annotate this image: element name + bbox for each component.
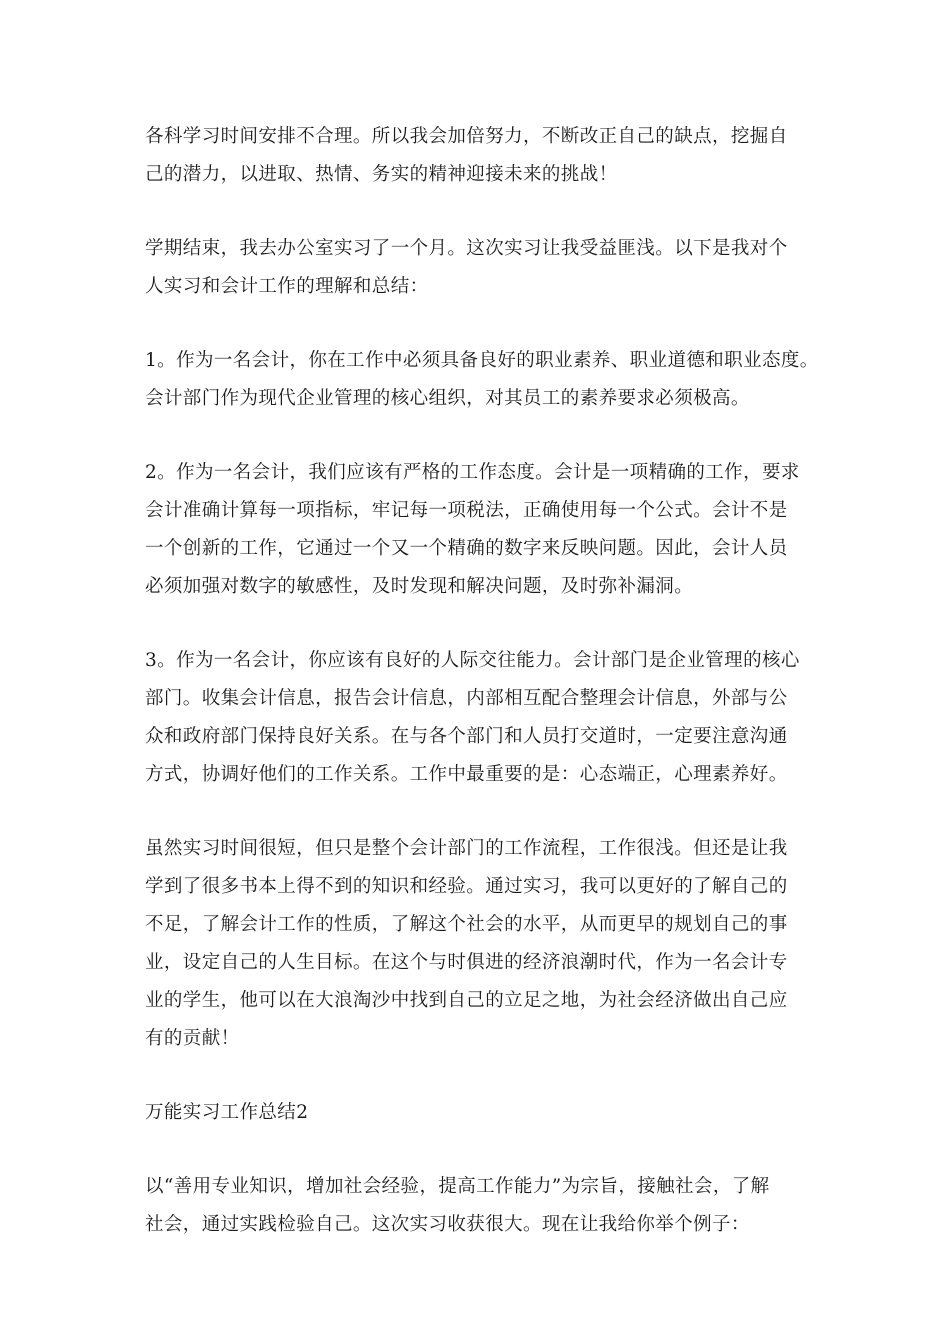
text-line: 会计部门作为现代企业管理的核心组织，对其员工的素养要求必须极高。 xyxy=(145,388,750,409)
section-heading-text: 万能实习工作总结2 xyxy=(145,1102,309,1123)
section-heading xyxy=(145,1094,825,1132)
text-line: 业的学生，他可以在大浪淘沙中找到自己的立足之地，为社会经济做出自己应 xyxy=(145,990,788,1011)
text-line: 不足，了解会计工作的性质，了解这个社会的水平，从而更早的规划自己的事 xyxy=(145,914,788,935)
text-line: 1。作为一名会计，你在工作中必须具备良好的职业素养、职业道德和职业态度。 xyxy=(145,350,819,371)
paragraph-3 xyxy=(145,342,825,418)
text-line: 人实习和会计工作的理解和总结： xyxy=(145,276,429,297)
text-line: 有的贡献！ xyxy=(145,1028,240,1049)
text-line: 学到了很多书本上得不到的知识和经验。通过实习，我可以更好的了解自己的 xyxy=(145,876,788,897)
paragraph-7 xyxy=(145,1168,825,1244)
text-line: 以“善用专业知识，增加社会经验，提高工作能力”为宗旨，接触社会，了解 xyxy=(145,1176,770,1197)
text-line: 会计准确计算每一项指标，牢记每一项税法，正确使用每一个公式。会计不是 xyxy=(145,500,788,521)
text-line: 2。作为一名会计，我们应该有严格的工作态度。会计是一项精确的工作，要求 xyxy=(145,462,800,483)
text-line: 各科学习时间安排不合理。所以我会加倍努力，不断改正自己的缺点，挖掘自 xyxy=(145,126,788,147)
paragraph-1 xyxy=(145,118,825,194)
text-line: 己的潜力，以进取、热情、务实的精神迎接未来的挑战！ xyxy=(145,164,618,185)
text-line: 部门。收集会计信息，报告会计信息，内部相互配合整理会计信息，外部与公 xyxy=(145,688,788,709)
text-line: 众和政府部门保持良好关系。在与各个部门和人员打交道时，一定要注意沟通 xyxy=(145,726,788,747)
text-line: 社会，通过实践检验自己。这次实习收获很大。现在让我给你举个例子： xyxy=(145,1214,750,1235)
text-line: 一个创新的工作，它通过一个又一个精确的数字来反映问题。因此，会计人员 xyxy=(145,538,788,559)
paragraph-4 xyxy=(145,454,825,606)
text-line: 虽然实习时间很短，但只是整个会计部门的工作流程，工作很浅。但还是让我 xyxy=(145,838,788,859)
paragraph-6 xyxy=(145,830,825,1058)
text-line: 学期结束，我去办公室实习了一个月。这次实习让我受益匪浅。以下是我对个 xyxy=(145,238,788,259)
text-line: 方式，协调好他们的工作关系。工作中最重要的是：心态端正，心理素养好。 xyxy=(145,764,788,785)
paragraph-2 xyxy=(145,230,825,306)
text-line: 3。作为一名会计，你应该有良好的人际交往能力。会计部门是企业管理的核心 xyxy=(145,650,800,671)
paragraph-5 xyxy=(145,642,825,794)
text-line: 业，设定自己的人生目标。在这个与时俱进的经济浪潮时代，作为一名会计专 xyxy=(145,952,788,973)
document-page xyxy=(145,118,825,1280)
text-line: 必须加强对数字的敏感性，及时发现和解决问题，及时弥补漏洞。 xyxy=(145,576,694,597)
